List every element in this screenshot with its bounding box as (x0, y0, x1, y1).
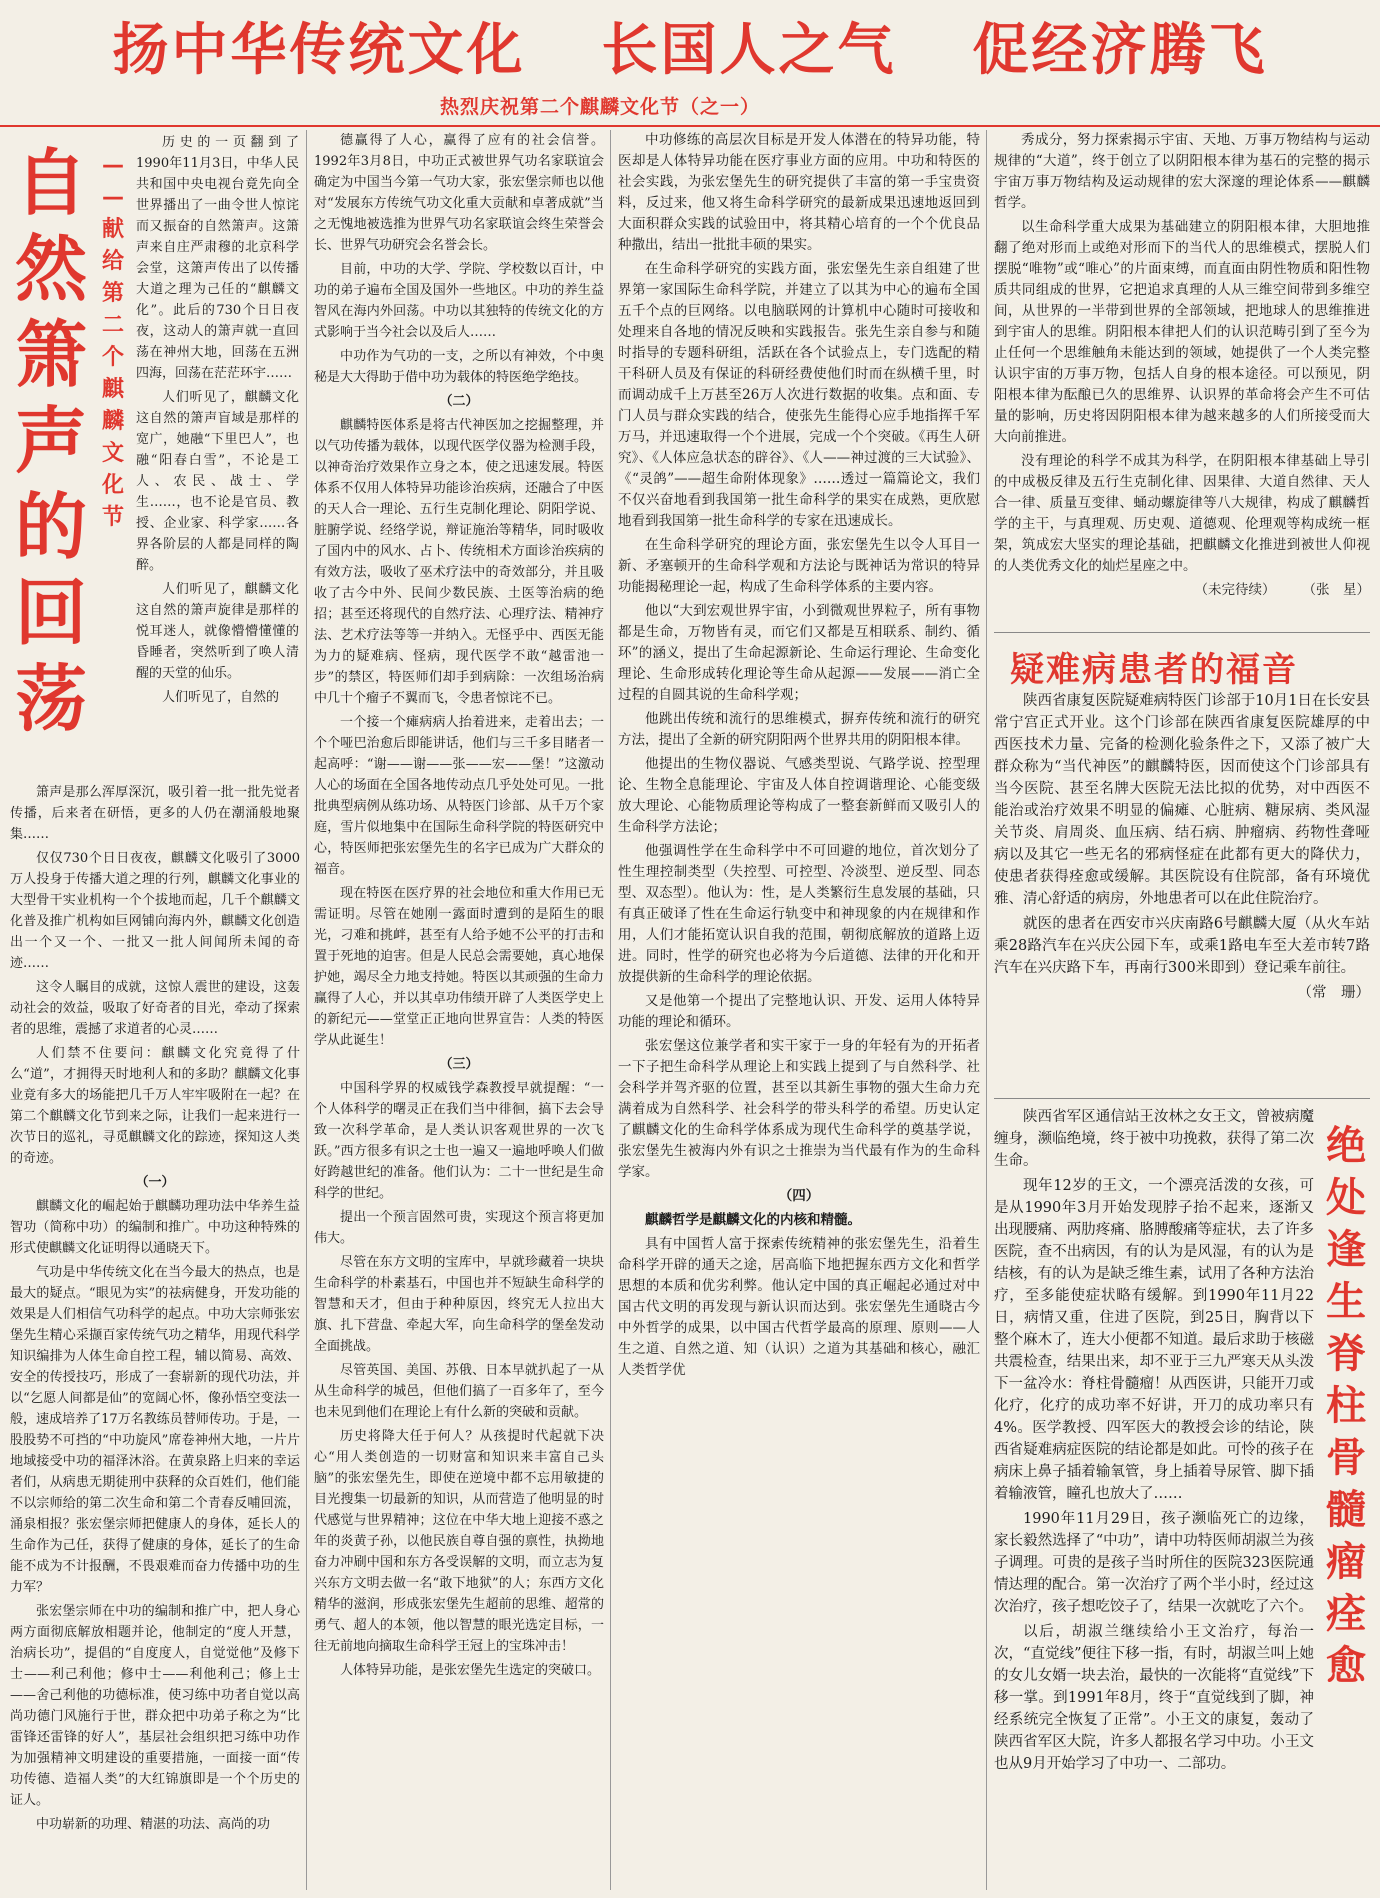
paragraph: 以后，胡淑兰继续给小王文治疗，每治一次，“直觉线”便往下移一指，有时，胡淑兰叫上她的女儿女婿一块去治，最快的一次能将“直觉线”下移一掌。到1991年8月，终于“直觉线到了脚，神经系统完全恢复了正常”。小王文的康复，轰动了陕西省军区大院，许多人都报名学习中功。小王文也从9月开始学习了中功一、二部功。 (994, 1624, 1314, 1772)
dedication-char: 麟 (101, 409, 124, 434)
title-char: 箫 (14, 313, 87, 397)
paragraph: 麒麟特医体系是将古代神医加之挖掘整理，并以气功传播为载体，以现代医学仪器为检测手段，以神奇治疗效果作立身之本，使之迅速发展。特医体系不仅用人体特异功能诊治疾病，还融合了中医的天人合一理论、五行生克制化理论、阴阳学说、脏腑学说、经络学说，辩证施治等精华，同时吸收了国内中的风水、占卜、传统相术方面诊治疾病的有效方法，吸收了巫术疗法中的奇效部分，并且吸收了古今中外、民间少数民族、土医等治病的绝招；甚至还将现代的自然疗法、心理疗法、精神疗法、艺术疗法等等一并纳入。无怪乎中、西医无能为力的疑难病、怪病，现代医学不敢“越雷池一步”的禁区，特医师们却手到病除：一次组场治病中几十个瘤子不翼而飞，令患者惊诧不已。 (314, 418, 604, 706)
column-divider (306, 130, 307, 1890)
article-dedication (100, 150, 126, 534)
paragraph: 张宏堡这位兼学者和实干家于一身的年轻有为的开拓者一下子把生命科学从理论上和实践上提到了与自然科学、社会科学并驾齐驱的位置，甚至以其新生事物的强大生命力充满着成为自然科学、社会科学的带头科学的希望。历史认定了麒麟文化的生命科学体系成为现代生命科学的奠基学说，张宏堡先生被海内外有识之士推崇为当代最有作为的生命科学家。 (618, 1038, 980, 1180)
section-heading: （三） (439, 1057, 479, 1072)
paragraph: 他跳出传统和流行的思维模式，摒弃传统和流行的研究方法，提出了全新的研究阴阳两个世界共用的阴阳根本律。 (618, 711, 980, 748)
paragraph: 没有理论的科学不成其为科学，在阴阳根本律基础上导引的中成极反律及五行生克制化律、因果律、大道自然律、天人合一律、质量互变律、蛹动螺旋律等八大规律，构成了麒麟哲学的主干，与真理观、历史观、道德观、伦理观等构成统一框架，筑成宏大坚实的理论基础，把麒麟文化推进到被世人仰视的人类优秀文化的灿烂星座之中。 (994, 453, 1370, 574)
paragraph: 张宏堡宗师在中功的编制和推广中，把人身心两方面彻底解放相题并论，他制定的“度人开慧，治病长功”，提倡的“自度度人，自觉觉他”及修下士——利己利他；修中士——利他利己；修上士——舍己利他的功德标准，使习练中功者自觉以高尚功德门风施行于世，群众把中功弟子称之为“比雷锋还雷锋的好人”，基层社会组织把习练中功作为加强精神文明建设的重要措施，一面接一面“传功传德、造福人类”的大红锦旗即是一个个历史的证人。 (10, 1604, 300, 1808)
section-heading: （四） (778, 1188, 820, 1204)
title-char: 瘤 (1326, 1539, 1366, 1585)
title-char: 骨 (1326, 1435, 1366, 1481)
article-col1-top (136, 132, 299, 780)
title-char: 处 (1326, 1175, 1366, 1221)
title-char: 髓 (1326, 1487, 1366, 1533)
subheadline: 热烈庆祝第二个麒麟文化节（之一） (440, 96, 761, 118)
paragraph: 陕西省康复医院疑难病特医门诊部于10月1日在长安县常宁宫正式开业。这个门诊部在陕西省康复医院雄厚的中西医技术力量、完备的检测化验条件之下，又添了被广大群众称为“当代神医”的麒麟特医，因而使这个门诊部具有当今医院、甚至名牌大医院无法比拟的优势，对中西医不能治或治疗效果不明显的偏瘫、心脏病、糖尿病、类风湿关节炎、肩周炎、血压病、结石病、肿瘤病、药物性聋哑病以及其它一些无名的邪病怪症在此都有更大的降伏力，使患者获得痊愈或缓解。其医院设有住院部，备有环境优雅、清心舒适的病房，外地患者可以在此住院治疗。 (994, 693, 1370, 907)
title-char: 逢 (1326, 1227, 1366, 1273)
article-col3 (618, 130, 980, 1888)
title-char: 愈 (1326, 1643, 1366, 1689)
paragraph: 麒麟文化的崛起始于麒麟功理功法中华养生益智功（简称中功）的编制和推广。中功这种特殊的形式使麒麟文化证明得以通晓天下。 (10, 1199, 300, 1256)
title-char: 自 (14, 141, 87, 225)
title-char: 荡 (14, 657, 87, 741)
paragraph: 就医的患者在西安市兴庆南路6号麒麟大厦（从火车站乘28路汽车在兴庆公园下车，或乘1路电车至大差市转7路汽车在兴庆路下车，再南行300米即到）登记乘车前往。 (994, 916, 1370, 976)
dedication-char: 二 (101, 313, 124, 338)
paragraph: 中国科学界的权威钱学森教授早就提醒：“一个人体科学的曙灵正在我们当中徘徊，搞下去会导致一次科学革命，是人类认识客观世界的一次飞跃。”西方很多有识之士也一遍又一遍地呼唤人们做好跨越世纪的准备。他们认为：二十一世纪是生命科学的世纪。 (314, 1081, 604, 1201)
dedication-char: 第 (101, 281, 124, 306)
dedication-char: 化 (101, 473, 124, 498)
paragraph: 中功修练的高层次目标是开发人体潜在的特异功能，特医却是人体特异功能在医疗事业方面的应用。中功和特医的社会实践，为张宏堡先生的研究提供了丰富的第一手宝贵资料，反过来，他又将生命科学研究的最新成果迅速地返回到大面积群众实践的试验田中，将其精心培育的一个个优良品种撒出，结出一批批丰硕的果实。 (618, 132, 980, 253)
paragraph: 中功崭新的功理、精湛的功法、高尚的功 (36, 1817, 271, 1832)
title-char: 脊 (1326, 1331, 1366, 1377)
paragraph: 具有中国哲人富于探索传统精神的张宏堡先生，沿着生命科学开辟的通天之途，居高临下地把握东西方文化和哲学思想的本质和优劣利弊。他认定中国的真正崛起必通过对中国古代文明的再发现与新认识而达到。张宏堡先生通晓古今中外哲学的成果，以中国古代哲学最高的原理、原则——人生之道、自然之道、知（认识）之道为其基础和核心，融汇人类哲学优 (618, 1236, 980, 1378)
paragraph: 箫声是那么浑厚深沉，吸引着一批一批先觉者传播，后来者在研悟，更多的人仍在潮涌般地聚集…… (10, 785, 300, 842)
dedication-char: 献 (101, 217, 124, 242)
title-char: 的 (14, 485, 87, 569)
paragraph: 又是他第一个提出了完整地认识、开发、运用人体特异功能的理论和循环。 (618, 993, 980, 1030)
header-rule (0, 125, 1380, 127)
paragraph: 秀成分，努力探索揭示宇宙、天地、万事万物结构与运动规律的“大道”，终于创立了以阴阳根本律为基石的完整的揭示宇宙万事万物结构及运动规律的宏大深邃的理论体系——麒麟哲学。 (994, 132, 1370, 211)
paragraph: 人们听见了，自然的 (162, 690, 280, 705)
paragraph: 麒麟哲学是麒麟文化的内核和精髓。 (645, 1212, 861, 1228)
paragraph: 人们听见了，麒麟文化这自然的箫声盲域是那样的宽广，她融“下里巴人”，也融“阳春白雪”，不论是工人、农民、战士、学生……，也不论是官员、教授、企业家、科学家……各界各阶层的人都是同样的陶醉。 (136, 390, 299, 573)
title-char: 然 (14, 227, 87, 311)
paragraph: 历史将降大任于何人？从孩提时代起就下决心“用人类创造的一切财富和知识来丰富自己头脑”的张宏堡先生，即使在逆境中都不忘用敏捷的目光搜集一切最新的知识，从而营造了他明显的时代感觉与世界精神；这位在中华大地上迎接不惑之年的炎黄子孙，以他民族自尊自强的禀性，执拗地奋力冲刷中国和东方各受误解的文明，而立志为复兴东方文明去做一名“敢下地狱”的人；东西方文化精华的滋润，形成张宏堡先生超前的思维、超常的勇气、超人的本领，他以智慧的眼光选定目标，一往无前地向摘取生命科学王冠上的宝珠冲击！ (314, 1429, 604, 1654)
byline: （常 珊） (1297, 985, 1370, 1001)
masthead (0, 0, 1380, 135)
paragraph: 在生命科学研究的实践方面，张宏堡先生亲自组建了世界第一家国际生命科学院，并建立了以其为中心的遍布全国五千个点的巨网络。以电脑联网的计算机中心随时可接收和处理来自各地的情况反映和实践报告。张先生亲自参与和随时指导的专题科研组，活跃在各个试验点上，专门选配的精干科研人员及有保证的科研经费使他们时而在纵横千里，时而调动成千上万甚至26万人次进行数据的收集。点和面、专门人员与群众实践的结合，使张先生能得心应手地指挥千军万马，并迅速取得一个个进展，完成一个个突破。《再生人研究》、《人体应急状态的辟谷》、《人——神过渡的三大试验》、《“灵鸽”——超生命附体现象》……透过一篇篇论文，我们不仅兴奋地看到我国第一批生命科学的果实在成熟，更欣慰地看到我国第一批生命科学的专家在迅速成长。 (618, 261, 980, 529)
paragraph: 人们禁不住要问：麒麟文化究竟得了什么“道”，才拥得天时地利人和的多助？麒麟文化事业竟有多大的场能把几千万人牢牢吸附在一起？在第二个麒麟文化节到来之际，让我们一起来进行一次节日的巡礼，寻觅麒麟文化的踪迹，探知这人类的奇迹。 (10, 1046, 300, 1166)
paragraph: 气功是中华传统文化在当今最大的热点，也是最大的疑点。“眼见为实”的祛病健身，开发功能的效果是人们相信气功科学的起点。中功大宗师张宏堡先生精心采撷百家传统气功之精华，用现代科学知识编排为人体生命自控工程，辅以简易、高效、安全的传授技巧，形成了一套崭新的现代功法，并以“乞愿人间都是仙”的宽阔心怀，像孙悟空变法一般，速成培养了17万名教练员替师传功。于是，一股股势不可挡的“中功旋风”席卷神州大地，一片片地域接受中功的福泽沐浴。在黄泉路上归来的幸运者们，从病患无期徒刑中获释的众百姓们，他们能不以宗师给的第二次生命和第二个青春反哺回流，涌泉相报？张宏堡宗师把健康人的身体，延长人的生命作为己任，获得了健康的身体，延长了的生命能不成为不计报酬，不畏艰难而奋力传播中功的生力军？ (10, 1265, 300, 1595)
paragraph: 提出一个预言固然可贵，实现这个预言将更加伟大。 (314, 1210, 604, 1246)
byline: （未完待续） （张 星） (1194, 582, 1370, 598)
story3-title (1322, 1120, 1370, 1692)
title-char: 柱 (1326, 1383, 1366, 1429)
paragraph: 现年12岁的王文，一个漂亮活泼的女孩，可是从1990年3月开始发现脖子抬不起来，逐渐又出现腰痛、两肋疼痛、胳膊酸痛等症状，去了许多医院，查不出病因，有的认为是风湿，有的认为是结核，有的认为是缺乏维生素，试用了各种方法治疗，至多能使症状略有缓解。到1990年11月22日，病情又重，住进了医院，到25日，胸背以下整个麻木了，连大小便都不知道。最后求助于核磁共震检查，结果出来，却不亚于三九严寒天从头泼下一盆冷水：脊柱骨髓瘤！从西医讲，只能开刀或化疗，化疗的成功率不好讲，开刀的成功率只有4%。医学教授、四军医大的教授会诊的结论，陕西省疑难病症医院的结论都是如此。可怜的孩子在病床上鼻子插着输氧管，身上插着导尿管、脚下插着输液管，瞳孔也放大了…… (994, 1178, 1314, 1502)
title-char: 回 (14, 571, 87, 655)
paragraph: 尽管英国、美国、苏俄、日本早就扒起了一从从生命科学的城邑，但他们搞了一百多年了，至今也未见到他们在理论上有什么新的突破和贡献。 (314, 1363, 604, 1420)
title-char: 痊 (1326, 1591, 1366, 1637)
article-col4 (994, 130, 1370, 630)
story-divider (994, 1098, 1370, 1099)
section-heading: （二） (439, 394, 479, 409)
paragraph: 陕西省军区通信站王汝林之女王文，曾被病魔缠身，濒临绝境，终于被中功挽救，获得了第二次生命。 (994, 1109, 1314, 1169)
column-divider (986, 130, 987, 1890)
article-col2 (314, 130, 604, 1888)
paragraph: 历史的一页翻到了1990年11月3日，中华人民共和国中央电视台竟先向全世界播出了一曲令世人惊诧而又振奋的自然箫声。这箫声来自庄严肃穆的北京科学会堂，这箫声传出了以传播大道之理为己任的“麒麟文化”。此后的730个日日夜夜，这动人的箫声就一直回荡在神州大地，回荡在五洲四海，回荡在茫茫环宇…… (136, 135, 299, 381)
paragraph: 中功作为气功的一支，之所以有神效，个中奥秘是大大得助于借中功为载体的特医绝学绝技。 (314, 349, 604, 385)
story3-body (994, 1106, 1314, 1890)
dedication-char: 文 (101, 441, 124, 466)
paragraph: 一个接一个瘫病病人抬着进来，走着出去；一个个哑巴治愈后即能讲话，他们与三千多目睹者一起高呼：“谢——谢——张——宏——堡！”这激动人心的场面在全国各地传动点几乎处处可见。一批批典型病例从练功场、从特医门诊部、从千万个家庭，雪片似地集中在国际生命科学院的特医研究中心，特医师把张宏堡先生的名字已成为广大群众的福音。 (314, 715, 604, 877)
article-col1-bottom (10, 782, 300, 1890)
paragraph: 在生命科学研究的理论方面，张宏堡先生以令人耳目一新、矛塞顿开的生命科学观和方法论与既神话为常识的特异功能揭秘理论一起，构成了生命科学体系的主要内容。 (618, 537, 980, 595)
headline-part: 长国人之气 (601, 18, 897, 83)
article-title (6, 140, 96, 742)
paragraph: 这令人瞩目的成就，这惊人震世的建设，这轰动社会的效益，吸取了好奇者的目光，牵动了探索者的思维，震撼了求道者的心灵…… (10, 980, 300, 1037)
paragraph: 人体特异功能，是张宏堡先生选定的突破口。 (340, 1663, 601, 1678)
title-char: 声 (14, 399, 87, 483)
dedication-char: — (102, 153, 124, 178)
dedication-char: 麒 (101, 377, 124, 402)
headline (10, 6, 1370, 86)
paragraph: 德赢得了人心，赢得了应有的社会信誉。1992年3月8日，中功正式被世界气功名家联谊会确定为中国当今第一气功大家，张宏堡宗师也以他对“发展东方传统气功文化重大贡献和卓著成就”当之无愧地被选推为世界气功名家联谊会终生荣誉会长、世界气功研究会名誉会长。 (314, 133, 604, 253)
story2-body (994, 690, 1370, 1001)
paragraph: 他强调性学在生命科学中不可回避的地位，首次划分了性生理控制类型（失控型、可控型、冷淡型、逆反型、同态型、双态型）。他认为：性，是人类繁衍生息发展的基础，只有真正破译了性在生命运行轨变中和神现象的内在规律和作用，人们才能拓宽认识自我的范围，朝彻底解放的道路上迈进。同时，性学的研究也必将为今后道德、法律的开化和开放提供新的生命科学的理论依据。 (618, 843, 980, 985)
paragraph: 目前，中功的大学、学院、学校数以百计，中功的弟子遍布全国及国外一些地区。中功的养生益智风在海内外回荡。中功以其独特的传统文化的方式影响于当今社会以及后人…… (314, 262, 604, 340)
paragraph: 以生命科学重大成果为基础建立的阴阳根本律，大胆地推翻了绝对形而上或绝对形而下的当代人的思维模式，摆脱人们摆脱“唯物”或“唯心”的片面束缚，而直面由阴性物质和阳性物质共同组成的世界，它把追求真理的人从三维空间带到多维空间，从世界的一半带到世界的全部领域，把地球人的思维推进到宇宙人的思维。阴阳根本律把人们的认识范畴引到了至今为止任何一个思维触角未能达到的领域，她提供了一个人类完整认识宇宙的万事万物，包括人自身的根本途径。可以预见，阴阳根本律为酝酿已久的思维界、认识界的革命将会产生不可估量的影响，历史将因阴阳根本律为越来越多的人们所接受而大大向前推进。 (994, 219, 1370, 445)
paragraph: 他提出的生物仪器说、气感类型说、气路学说、控型理论、生物全息能理论、宇宙及人体自控调谐理论、心能变级放大理论、心能物质理论等构成了一整套新鲜而又吸引人的生命科学方法论； (618, 756, 980, 835)
headline-part: 扬中华传统文化 (112, 18, 526, 83)
section-heading: （一） (135, 1175, 175, 1190)
story-divider (994, 632, 1370, 633)
dedication-char: — (102, 185, 124, 210)
column-divider (610, 130, 611, 1890)
dedication-char: 给 (101, 249, 124, 274)
paragraph: 现在特医在医疗界的社会地位和重大作用已无需证明。尽管在她刚一露面时遭到的是陌生的眼光，刁难和挑衅，甚至有人给予她不公平的打击和置于死地的迫害。但是人民总会需要她，真心地保护她，竭尽全力地支持她。特医以其顽强的生命力赢得了人心，并以其卓功伟绩开辟了人类医学史上的新纪元——堂堂正正地向世界宣告：人类的特医学从此诞生！ (314, 886, 604, 1048)
title-char: 生 (1326, 1279, 1366, 1325)
dedication-char: 节 (101, 505, 124, 530)
paragraph: 尽管在东方文明的宝库中，早就珍藏着一块块生命科学的朴素基石，中国也并不短缺生命科学的智慧和天才，但由于种种原因，终究无人拉出大旗、扎下营盘、牵起大军，向生命科学的堡垒发动全面挑战。 (314, 1255, 604, 1354)
paragraph: 人们听见了，麒麟文化这自然的箫声旋律是那样的悦耳迷人，就像懵懵懂懂的昏睡者，突然听到了唤人清醒的天堂的仙乐。 (136, 582, 299, 681)
headline-part: 促经济腾飞 (972, 18, 1268, 83)
dedication-char: 个 (101, 345, 124, 370)
story2-title: 疑难病患者的福音 (1010, 650, 1298, 690)
title-char: 绝 (1326, 1123, 1366, 1169)
paragraph: 仅仅730个日日夜夜，麒麟文化吸引了3000万人投身于传播大道之理的行列，麒麟文化事业的大型骨干实业机构一个个拔地而起，几千个麒麟文化普及推广机构如巨网铺向海内外，麒麟文化创造出一个又一个、一批又一批人间闻所未闻的奇迹…… (10, 851, 300, 971)
paragraph: 1990年11月29日，孩子濒临死亡的边缘，家长毅然选择了“中功”，请中功特医师胡淑兰为孩子调理。可贵的是孩子当时所住的医院323医院通情达理的配合。第一次治疗了两个半小时，经过这次治疗，孩子想吃饺子了，结果一次就吃了六个。 (994, 1511, 1314, 1615)
paragraph: 他以“大到宏观世界宇宙，小到微观世界粒子，所有事物都是生命，万物皆有灵，而它们又都是互相联系、制约、循环”的涵义，提出了生命起源新论、生命运行理论、生命变化理论、生命形成转化理论等生命从起源——发展——消亡全过程的自圆其说的生命科学观； (618, 603, 980, 703)
